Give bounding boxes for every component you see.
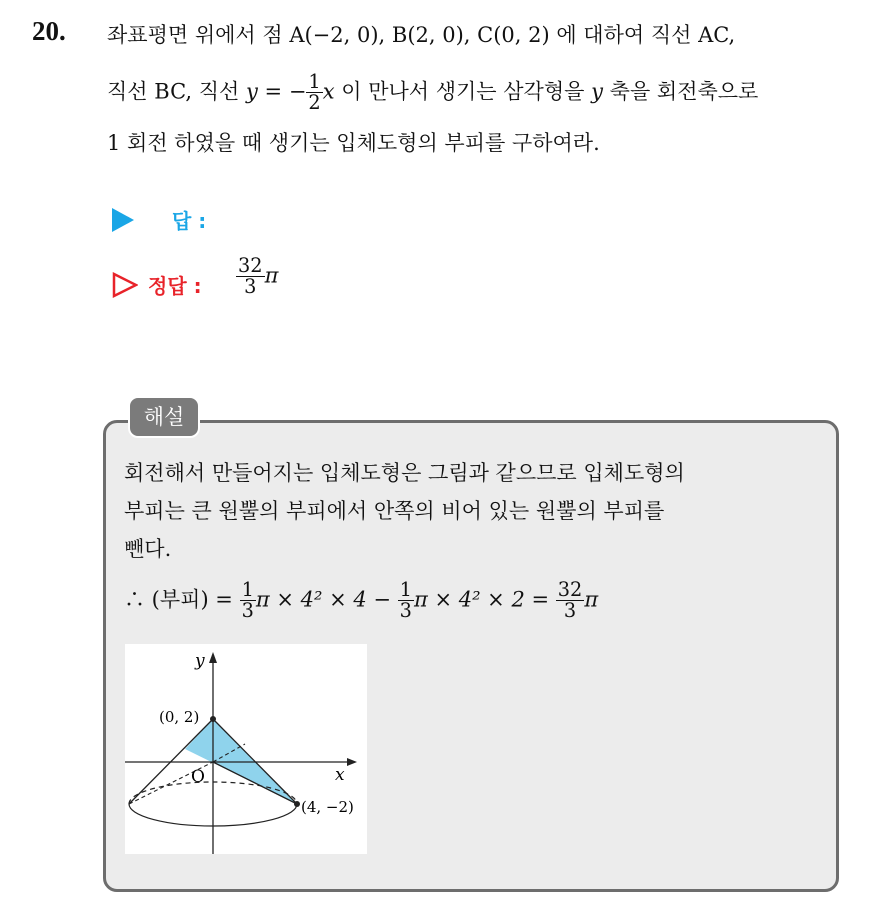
solution-tab: 해설 xyxy=(128,396,200,438)
answer-label: 답 : xyxy=(172,209,207,233)
problem-line-1: 좌표평면 위에서 점 A(−2, 0), B(2, 0), C(0, 2) 에 대하여 직선 AC, xyxy=(107,23,736,47)
point-right-label: (4, −2) xyxy=(301,798,354,816)
point-top-dot xyxy=(210,716,216,722)
solution-line-1: 회전해서 만들어지는 입체도형은 그림과 같으므로 입체도형의 xyxy=(124,461,685,485)
y-axis-arrow-icon xyxy=(209,652,217,663)
correct-play-outline-icon xyxy=(112,272,138,298)
point-top-label: (0, 2) xyxy=(159,708,200,726)
x-axis-arrow-icon xyxy=(347,758,357,766)
solution-line-2: 부피는 큰 원뿔의 부피에서 안쪽의 비어 있는 원뿔의 부피를 xyxy=(124,499,665,523)
problem-line-2: 직선 BC, 직선 y = − $\frac{1}{2}$ x 이 만나서 생기는 삼각형을 y 축을 회전축으로 xyxy=(107,70,759,115)
problem-line-3: 1 회전 하였을 때 생기는 입체도형의 부피를 구하여라. xyxy=(107,131,600,155)
cone-diagram xyxy=(125,644,367,854)
fraction: $\frac{1}{2}$ xyxy=(308,70,321,115)
correct-answer-label: 정답 : xyxy=(148,274,202,298)
correct-answer-value: $\frac{32}{3}$ π xyxy=(238,254,279,299)
problem-number: 20. xyxy=(32,16,66,46)
point-right-dot xyxy=(294,801,300,807)
solution-line-3: 뺀다. xyxy=(124,537,172,561)
origin-label: O xyxy=(191,767,205,787)
solution-graph xyxy=(125,644,367,854)
solution-formula: ∴ (부피) = $\frac{1}{3}$ π × 4² × 4 − $\frac{1}{3}$ π × 4² × 2 = $\frac{32}{3}$ π xyxy=(124,578,599,623)
y-axis-label: y xyxy=(195,651,205,671)
answer-play-icon xyxy=(112,208,134,232)
x-axis-label: x xyxy=(335,765,345,785)
